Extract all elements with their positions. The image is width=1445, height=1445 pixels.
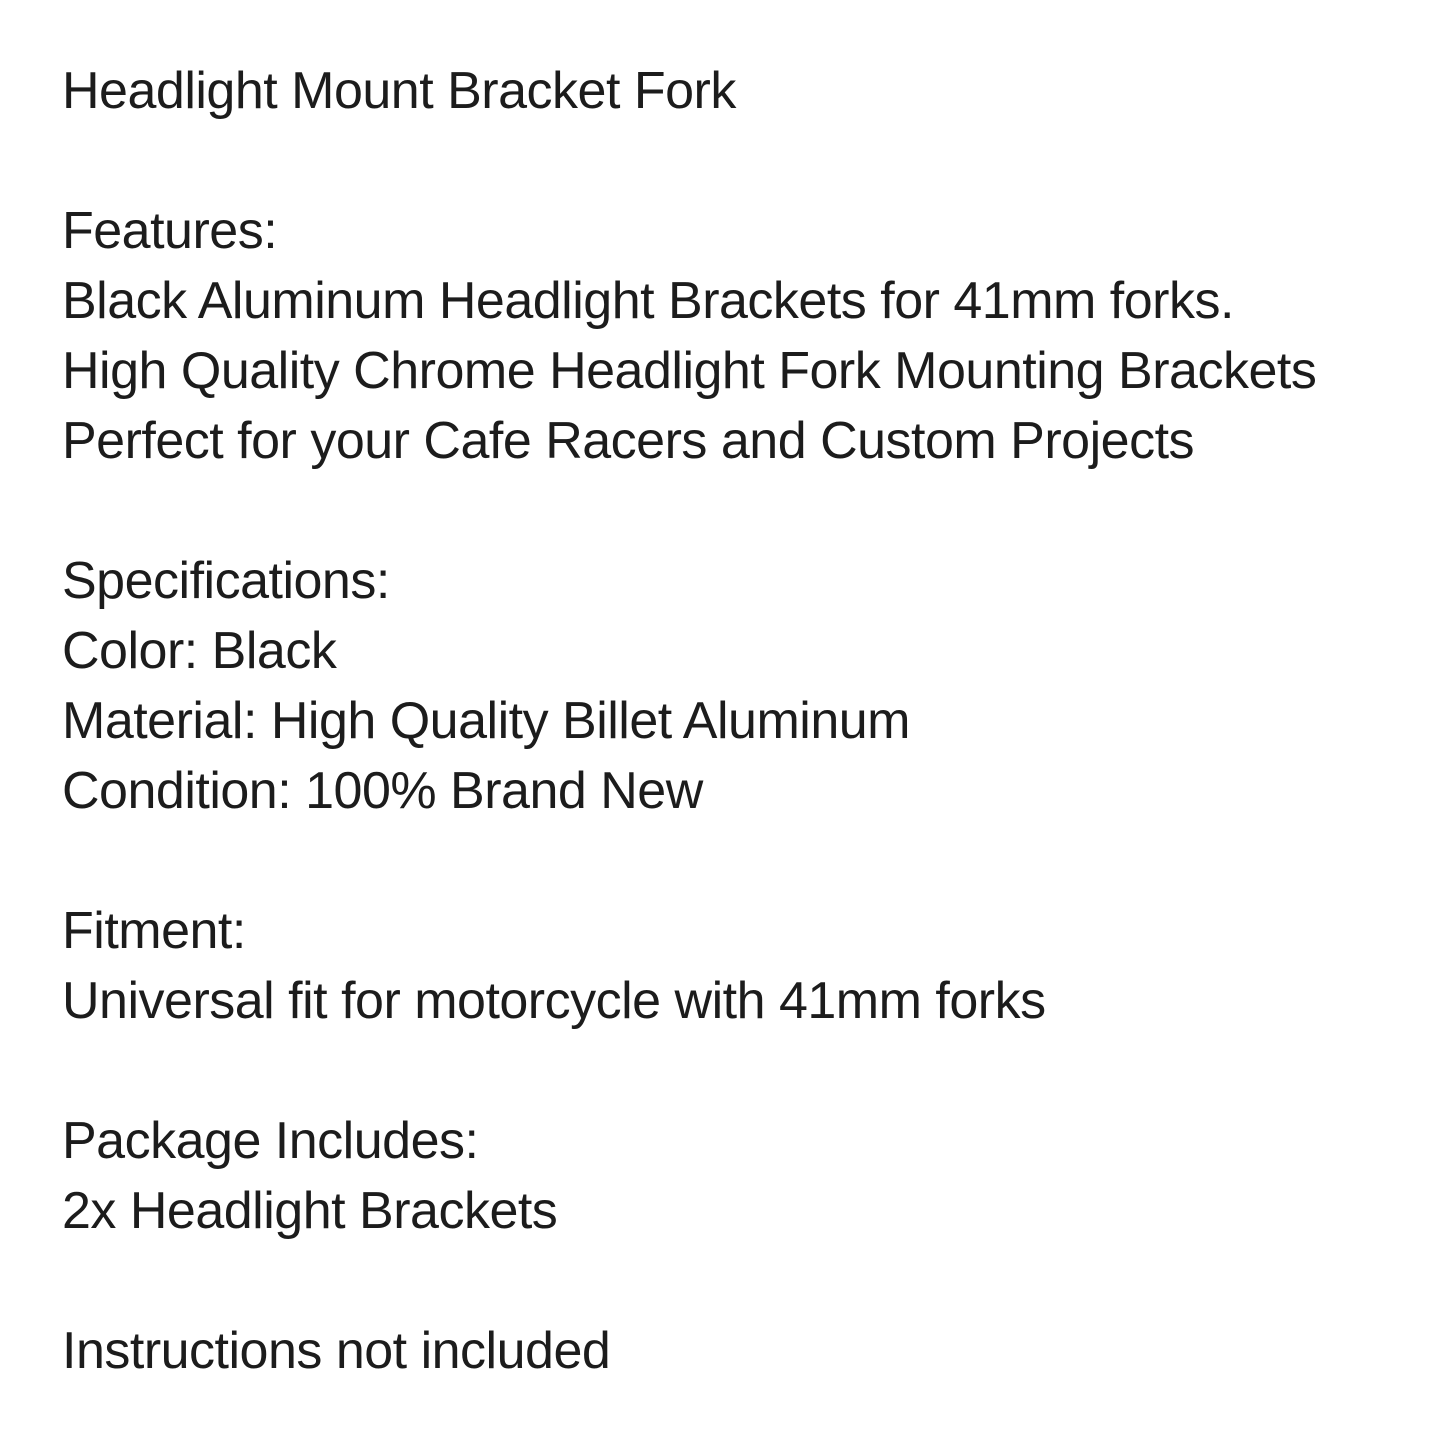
features-line-3: Perfect for your Cafe Racers and Custom Projects [62,412,1195,470]
package-includes-heading: Package Includes: [62,1112,479,1170]
instructions-note: Instructions not included [62,1322,611,1380]
blank-line [62,1246,1415,1316]
product-title: Headlight Mount Bracket Fork [62,62,736,120]
blank-line [62,1036,1415,1106]
blank-line [62,826,1415,896]
blank-line [62,476,1415,546]
specifications-condition: Condition: 100% Brand New [62,762,703,820]
features-heading: Features: [62,202,278,260]
fitment-line: Universal fit for motorcycle with 41mm forks [62,972,1046,1030]
fitment-heading: Fitment: [62,902,246,960]
specifications-color: Color: Black [62,622,337,680]
features-line-2: High Quality Chrome Headlight Fork Mounting Brackets [62,342,1317,400]
specifications-material: Material: High Quality Billet Aluminum [62,692,910,750]
features-line-1: Black Aluminum Headlight Brackets for 41mm forks. [62,272,1234,330]
blank-line [62,126,1415,196]
specifications-heading: Specifications: [62,552,390,610]
package-includes-line: 2x Headlight Brackets [62,1182,558,1240]
